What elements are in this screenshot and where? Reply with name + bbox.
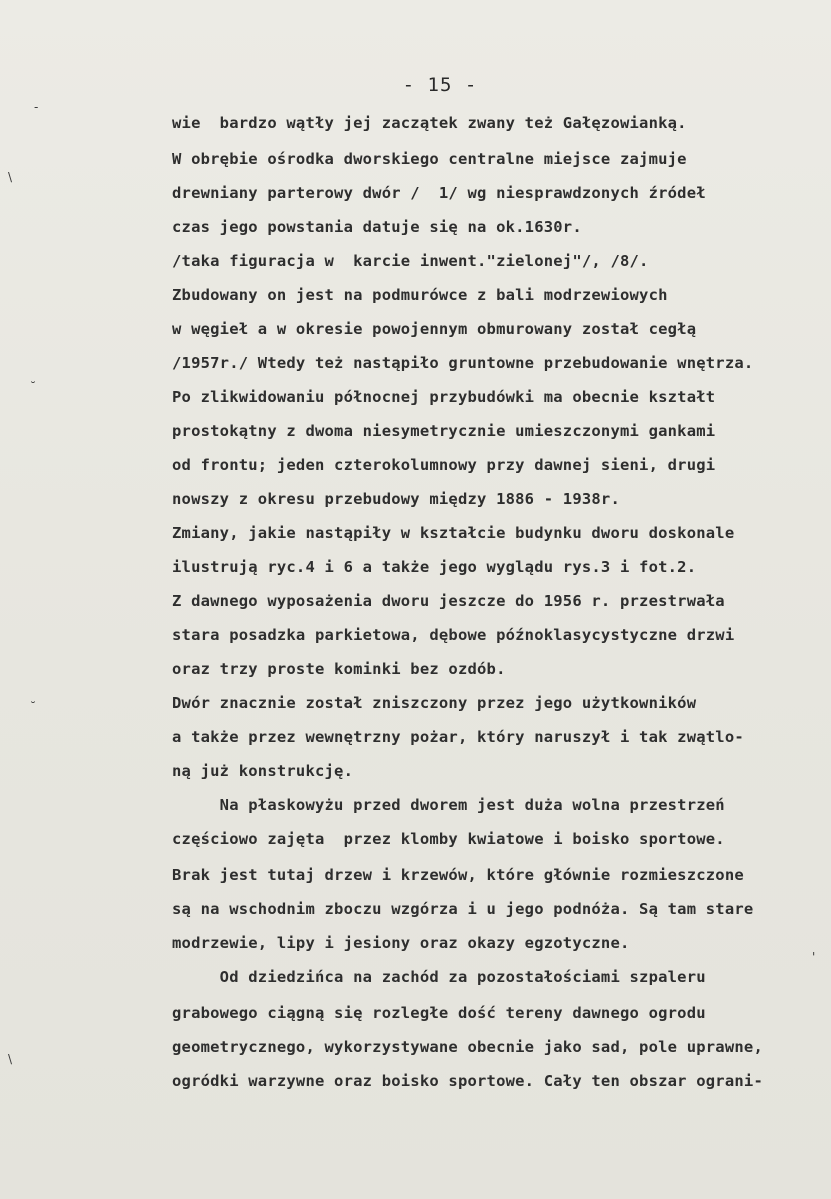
text-line: ną już konstrukcję. [172,762,354,780]
margin-mark: \ [8,170,13,184]
text-line: /taka figuracja w karcie inwent."zielonej"/, /8/. [172,252,649,270]
text-line: oraz trzy proste kominki bez ozdób. [172,660,506,678]
text-line: Dwór znacznie został zniszczony przez jego użytkowników [172,694,697,712]
text-line: w węgieł a w okresie powojennym obmurowany został cegłą [172,320,697,338]
text-line: Z dawnego wyposażenia dworu jeszcze do 1956 r. przestrwała [172,592,725,610]
text-line: Po zlikwidowaniu północnej przybudówki ma obecnie kształt [172,388,716,406]
margin-mark: - [34,100,39,114]
text-line: czas jego powstania datuje się na ok.1630r. [172,218,582,236]
text-line: częściowo zajęta przez klomby kwiatowe i boisko sportowe. [172,830,725,848]
page-number: - 15 - [402,74,478,96]
text-line: Brak jest tutaj drzew i krzewów, które głównie rozmieszczone [172,866,744,884]
text-line: grabowego ciągną się rozległe dość tereny dawnego ogrodu [172,1004,706,1022]
text-line: Zbudowany on jest na podmurówce z bali modrzewiowych [172,286,668,304]
text-line: W obrębie ośrodka dworskiego centralne miejsce zajmuje [172,150,687,168]
margin-mark: ˘ [30,380,36,394]
text-line: od frontu; jeden czterokolumnowy przy dawnej sieni, drugi [172,456,716,474]
text-line: a także przez wewnętrzny pożar, który naruszył i tak zwątlo- [172,728,744,746]
text-line: modrzewie, lipy i jesiony oraz okazy egzotyczne. [172,934,630,952]
text-line: geometrycznego, wykorzystywane obecnie jako sad, pole uprawne, [172,1038,763,1056]
text-line: stara posadzka parkietowa, dębowe późnoklasycystyczne drzwi [172,626,735,644]
text-line: nowszy z okresu przebudowy między 1886 - 1938r. [172,490,620,508]
margin-mark: \ [8,1052,13,1066]
margin-mark: ˘ [30,700,36,714]
text-line: drewniany parterowy dwór / 1/ wg niesprawdzonych źródeł [172,184,706,202]
text-line: są na wschodnim zboczu wzgórza i u jego podnóża. Są tam stare [172,900,754,918]
margin-mark: ' [812,950,816,964]
text-line: wie bardzo wątły jej zaczątek zwany też Gałęzowianką. [172,114,687,132]
text-line: /1957r./ Wtedy też nastąpiło gruntowne przebudowanie wnętrza. [172,354,754,372]
text-line: ilustrują ryc.4 i 6 a także jego wyglądu rys.3 i fot.2. [172,558,697,576]
text-line: Na płaskowyżu przed dworem jest duża wolna przestrzeń [172,796,725,814]
text-line: prostokątny z dwoma niesymetrycznie umieszczonymi gankami [172,422,716,440]
text-line: Zmiany, jakie nastąpiły w kształcie budynku dworu doskonale [172,524,735,542]
text-line: Od dziedzińca na zachód za pozostałościami szpaleru [172,968,706,986]
text-line: ogródki warzywne oraz boisko sportowe. Cały ten obszar ograni- [172,1072,763,1090]
